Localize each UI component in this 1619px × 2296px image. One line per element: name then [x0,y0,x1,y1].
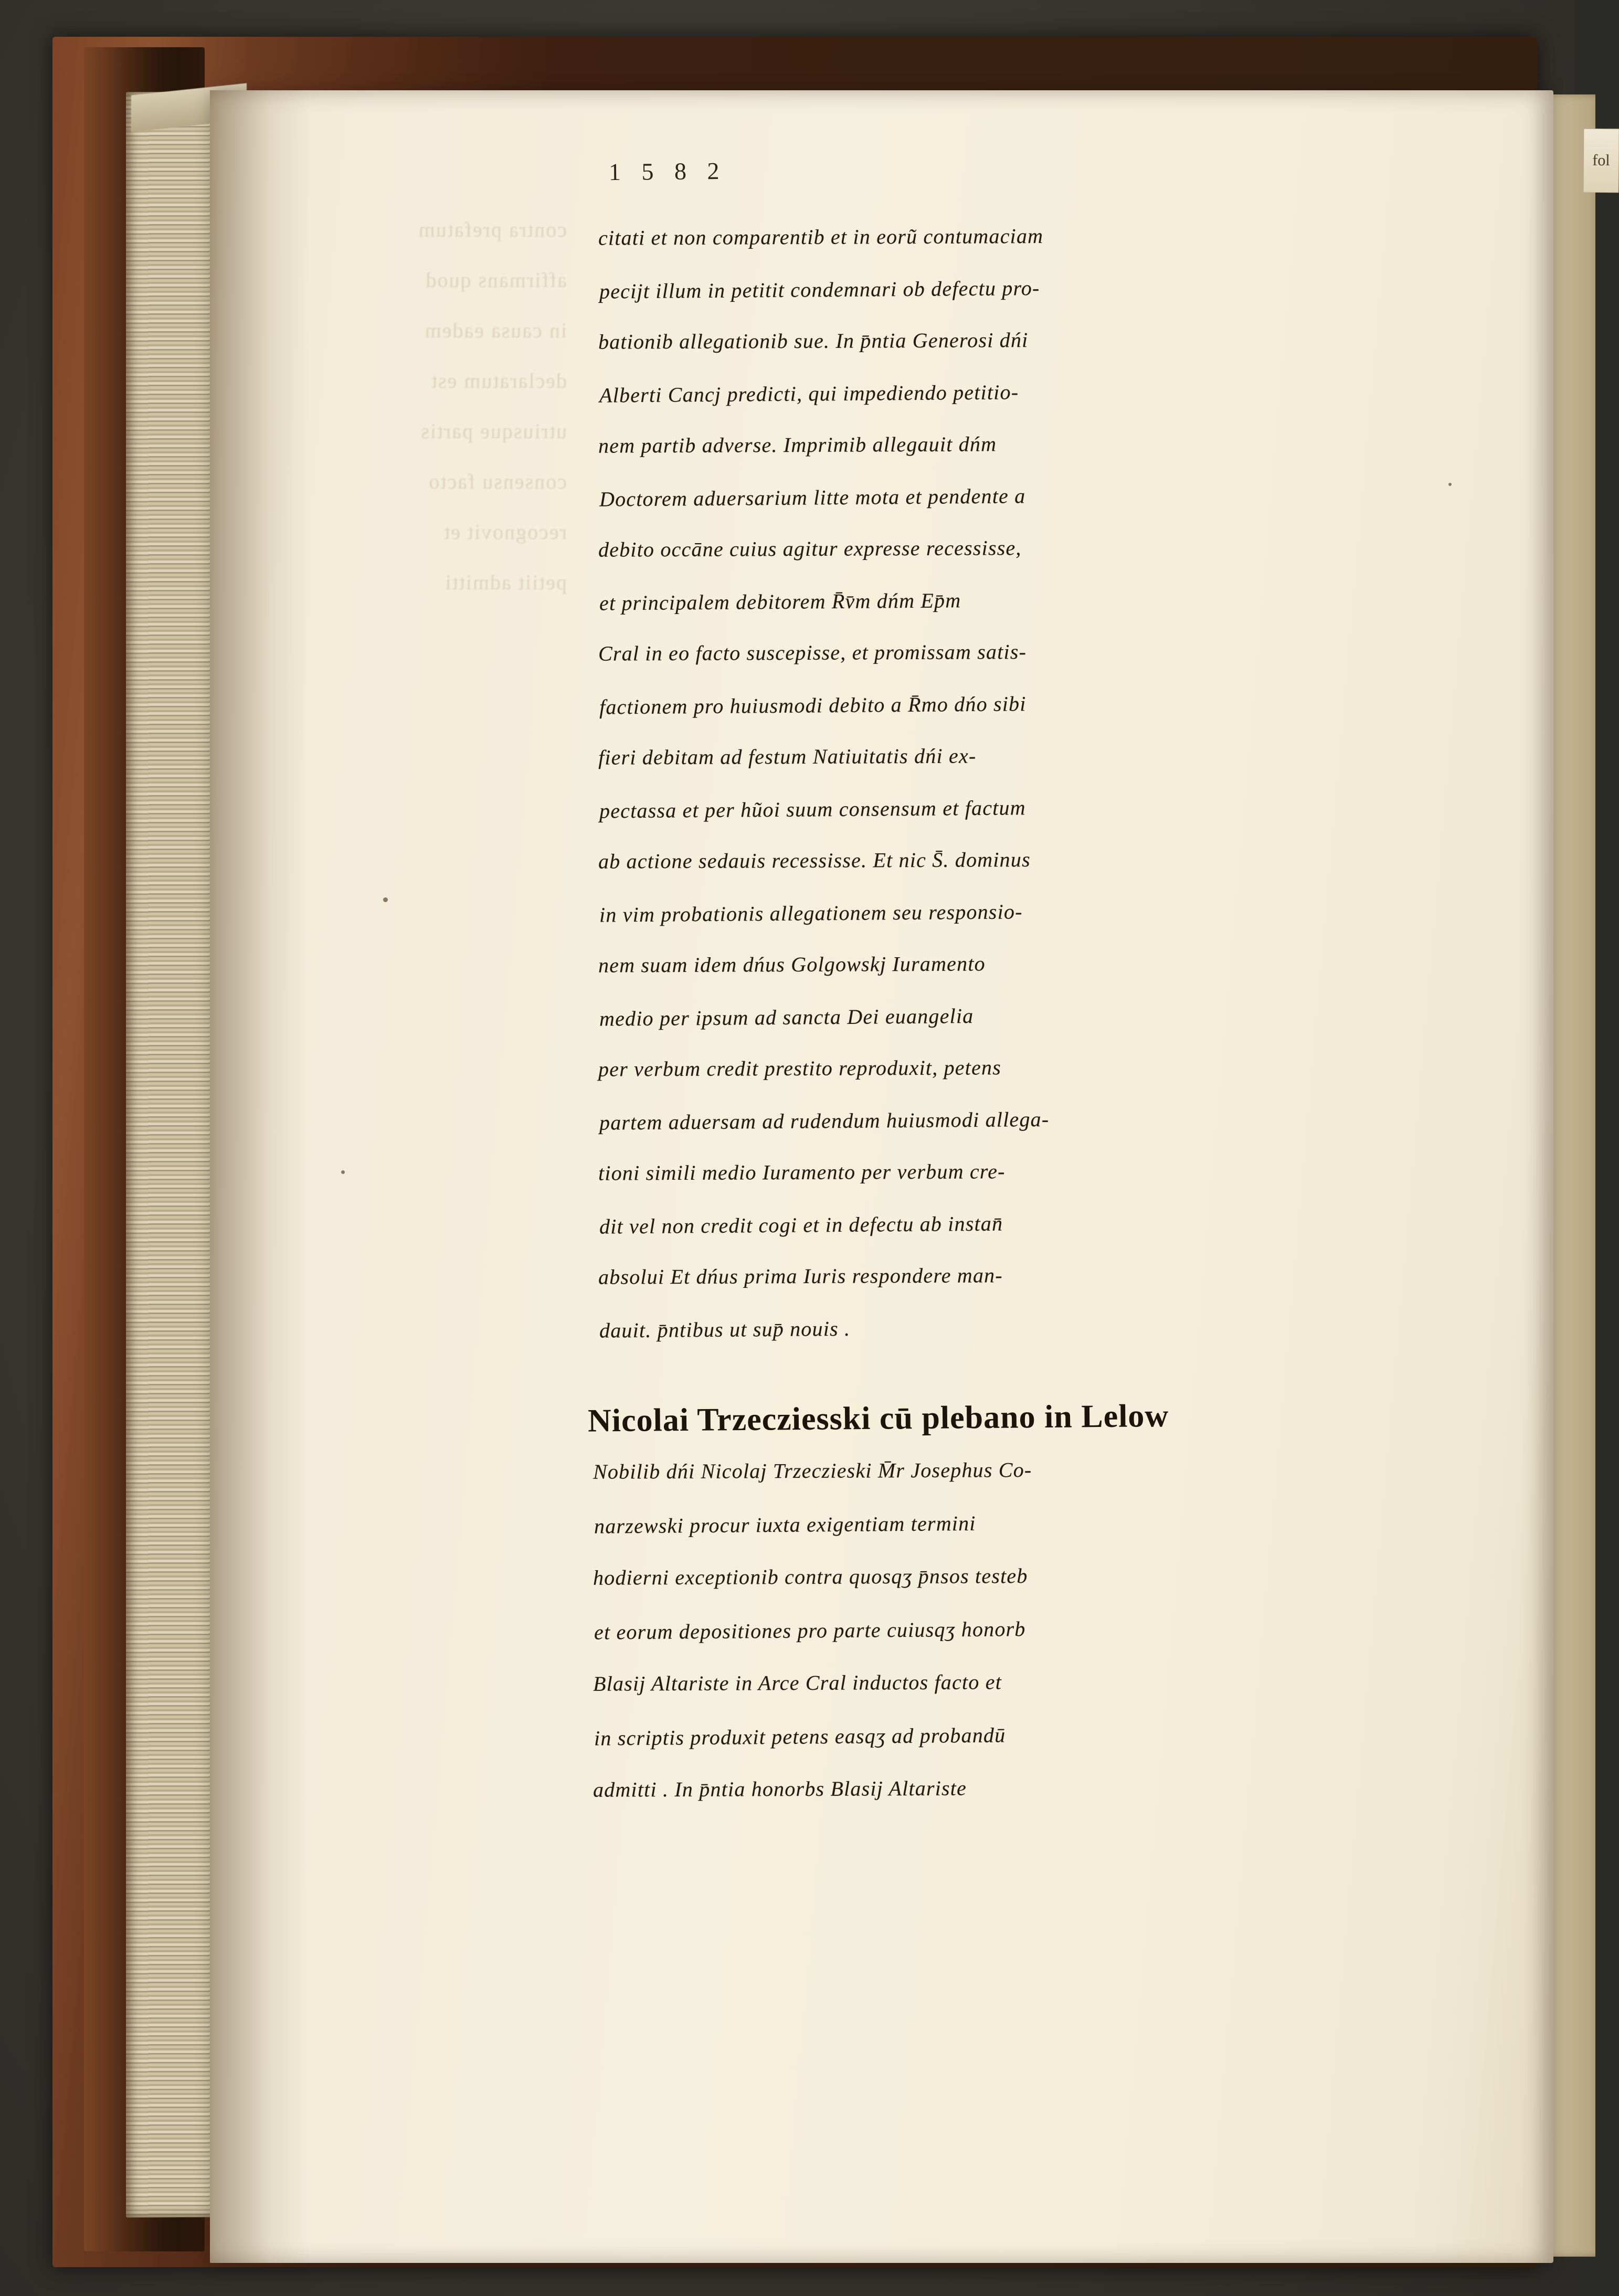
ink-speck [341,1170,345,1174]
main-paragraph-line: medio per ipsum ad sancta Dei euangelia [599,1004,974,1031]
second-paragraph-line: et eorum depositiones pro parte cuiusqʒ honorb [594,1617,1026,1644]
main-paragraph-line: nem suam idem dńus Golgowskj Iuramento [598,951,986,977]
text-block [588,147,1501,2089]
main-paragraph-line: Alberti Cancj predicti, qui impediendo petitio- [599,380,1019,407]
second-paragraph-line: Blasij Altariste in Arce Cral inductos facto et [592,1670,1002,1696]
bound-volume [52,31,1610,2272]
main-paragraph-line: factionem pro huiusmodi debito a R̄mo dńo sibi [599,692,1027,719]
main-paragraph-line: fieri debitam ad festum Natiuitatis dńi ex- [598,744,977,769]
main-paragraph-line: dit vel non credit cogi et in defectu ab instan̄ [599,1211,1003,1239]
main-paragraph-line: tioni simili medio Iuramento per verbum cre- [598,1159,1006,1185]
main-paragraph-line: bationib allegationib sue. In p̄ntia Generosi dńi [598,328,1029,354]
second-paragraph-line: in scriptis produxit petens easqʒ ad probandū [594,1723,1006,1750]
section-heading: Nicolai Trzecziesski cū plebano in Lelow [587,1398,1169,1439]
main-paragraph-line: ab actione sedauis recessisse. Et nic S̄. dominus [598,848,1031,873]
second-paragraph-line: Nobilib dńi Nicolaj Trzeczieski M̄r Josephus Co- [592,1458,1032,1484]
second-paragraph-line: narzewski procur iuxta exigentiam termini [594,1511,976,1538]
main-paragraph-line: dauit. p̄ntibus ut sup̄ nouis . [599,1316,851,1342]
second-paragraph-line: admitti . In p̄ntia honorbs Blasij Altariste [592,1776,967,1802]
main-paragraph-line: absolui Et dńus prima Iuris respondere man- [598,1263,1003,1289]
second-paragraph [593,1443,1485,1814]
main-paragraph-line: citati et non comparentib et in eorũ contumaciam [598,224,1044,250]
ink-speck [383,897,388,902]
main-paragraph-line: Cral in eo facto suscepisse, et promissam satis- [598,640,1027,665]
main-paragraph-line: Doctorem aduersarium litte mota et pendente a [599,484,1026,511]
main-paragraph-line: et principalem debitorem R̄v̄m dńm Ep̄m [599,588,961,615]
second-paragraph-line: hodierni exceptionib contra quosqʒ p̄nsos testeb [592,1564,1028,1590]
main-paragraph-line: pectassa et per hũoi suum consensum et factum [599,796,1026,823]
edge-index-tab: fol [1584,129,1619,193]
main-paragraph [598,210,1490,1353]
main-paragraph-line: pecijt illum in petitit condemnari ob defectu pro- [599,276,1040,303]
main-paragraph-line: partem aduersam ad rudendum huiusmodi allega- [599,1107,1050,1135]
folio-number: 1 5 8 2 [608,157,727,186]
ink-speck [1448,483,1452,486]
main-paragraph-line: in vim probationis allegationem seu responsio- [599,900,1023,927]
main-paragraph-line: nem partib adverse. Imprimib allegauit dńm [598,432,997,458]
main-paragraph-line: per verbum credit prestito reproduxit, petens [598,1055,1002,1081]
main-paragraph-line: debito occāne cuius agitur expresse recessisse, [598,536,1022,562]
